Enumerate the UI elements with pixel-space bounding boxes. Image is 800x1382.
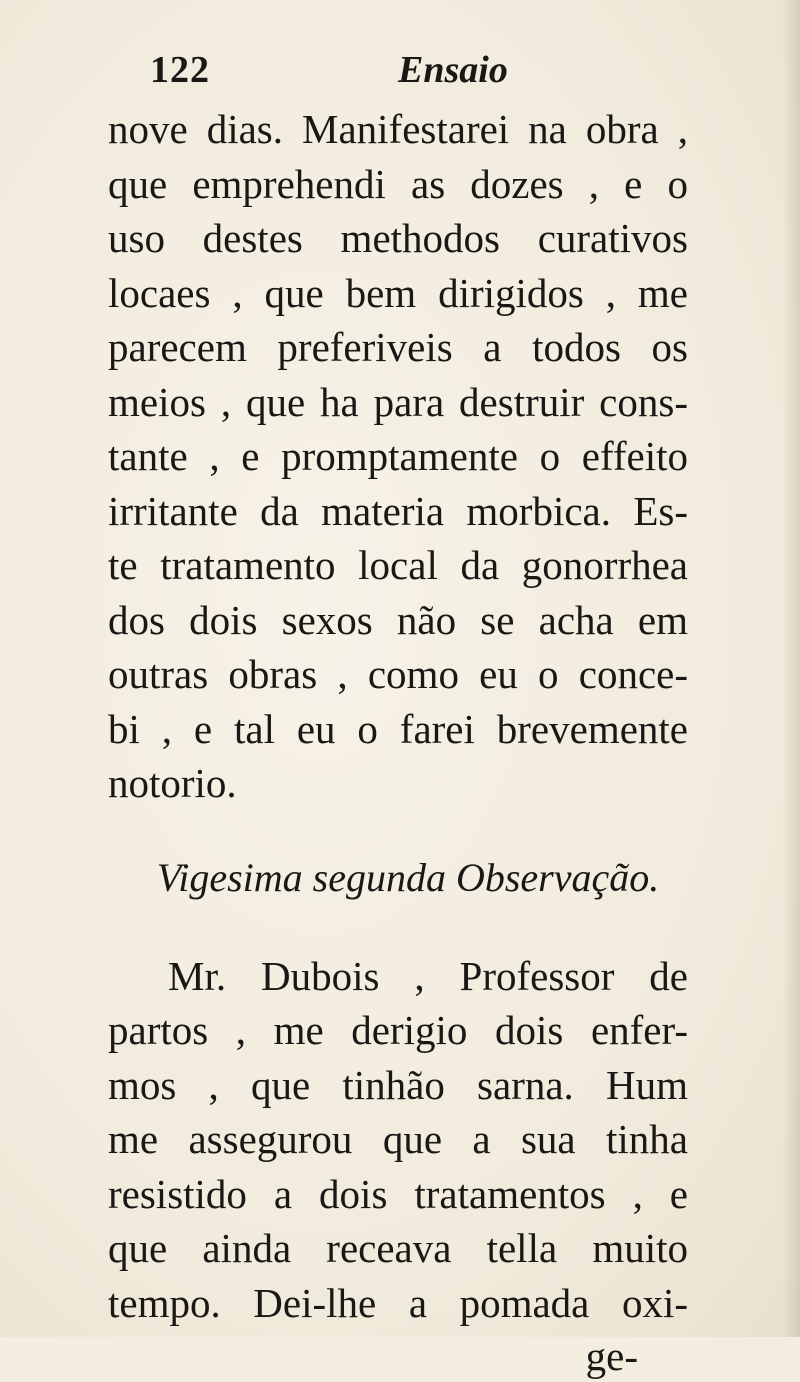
text-block [108, 102, 688, 1382]
text-line: locaes , que bem dirigidos , me [108, 269, 688, 316]
page-number: 122 [150, 49, 210, 91]
text-line: tempo. Dei-lhe a pomada oxi- [108, 1279, 688, 1326]
spacer [108, 811, 688, 851]
text-line: partos , me derigio dois enfer- [108, 1007, 688, 1053]
running-head [140, 48, 700, 98]
text-line: meios , que ha para destruir cons- [108, 378, 688, 425]
running-title: Ensaio [398, 49, 508, 91]
text-line: irritante da materia morbica. Es- [108, 487, 688, 534]
text-line: notorio. [108, 760, 237, 806]
page-edge-shadow [782, 0, 800, 1337]
text-line: uso destes methodos curativos [108, 215, 688, 261]
text-line: que emprehendi as dozes , e o [108, 160, 688, 207]
text-line: parecem preferiveis a todos os [108, 324, 688, 370]
text-line: me assegurou que a sua tinha [108, 1116, 688, 1162]
text-line: resistido a dois tratamentos , e [108, 1170, 688, 1217]
text-line: tante , e promptamente o effeito [108, 433, 688, 479]
catchword: ge- [585, 1333, 638, 1379]
text-line: te tratamento local da gonorrhea [108, 542, 688, 588]
text-line: outras obras , como eu o conce- [108, 651, 688, 697]
text-line: bi , e tal eu o farei brevemente [108, 705, 688, 752]
text-line: que ainda receava tella muito [108, 1225, 688, 1271]
paragraph-1 [108, 102, 688, 811]
text-line: mos , que tinhão sarna. Hum [108, 1061, 688, 1108]
spacer [108, 905, 688, 949]
text-line: nove dias. Manifestarei na obra , [108, 106, 688, 152]
text-line: Mr. Dubois , Professor de [168, 952, 688, 999]
paragraph-2 [108, 949, 688, 1331]
section-heading: Vigesima segunda Observação. [156, 854, 660, 900]
text-line: dos dois sexos não se acha em [108, 596, 688, 643]
